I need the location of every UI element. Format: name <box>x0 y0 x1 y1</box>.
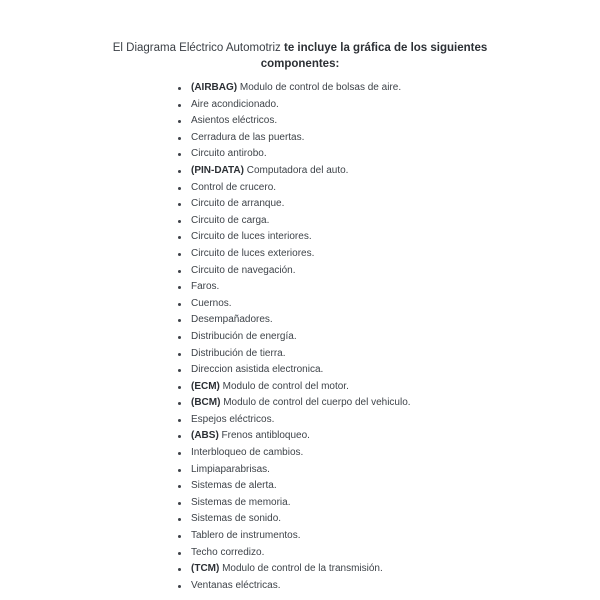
bullet-icon <box>178 336 181 339</box>
component-text: Circuito de luces interiores. <box>191 231 312 243</box>
list-item <box>178 163 411 180</box>
list-item <box>178 312 411 329</box>
bullet-icon <box>178 435 181 438</box>
component-text: Frenos antibloqueo. <box>218 430 310 442</box>
component-text: Ventanas eléctricas. <box>191 579 281 591</box>
bullet-icon <box>178 203 181 206</box>
bullet-icon <box>178 369 181 372</box>
component-code: (AIRBAG) <box>191 82 238 93</box>
bullet-icon <box>178 87 181 90</box>
component-text: Circuito de arranque. <box>191 198 285 210</box>
bullet-icon <box>178 585 181 588</box>
list-item <box>178 246 411 263</box>
bullet-icon <box>178 452 181 455</box>
component-text: Cuernos. <box>191 297 232 309</box>
component-text: Distribución de tierra. <box>191 347 286 359</box>
component-text: Interbloqueo de cambios. <box>191 447 304 459</box>
bullet-icon <box>178 236 181 239</box>
bullet-icon <box>178 518 181 521</box>
list-item <box>178 97 411 114</box>
list-item <box>178 146 411 163</box>
bullet-icon <box>178 386 181 389</box>
component-text: Modulo de control del motor. <box>219 380 349 392</box>
list-item <box>178 462 411 479</box>
component-text: Aire acondicionado. <box>191 98 279 110</box>
heading-bold-text: te incluye la gráfica de los siguientes <box>284 42 488 54</box>
bullet-icon <box>178 552 181 555</box>
bullet-icon <box>178 137 181 140</box>
list-item <box>178 395 411 412</box>
list-item <box>178 362 411 379</box>
component-text: Modulo de control de la transmisión. <box>219 563 383 575</box>
bullet-icon <box>178 535 181 538</box>
bullet-icon <box>178 419 181 422</box>
component-text: Control de crucero. <box>191 181 277 193</box>
heading-intro-text: El Diagrama Eléctrico Automotriz <box>112 42 285 54</box>
bullet-icon <box>178 153 181 156</box>
list-item <box>178 412 411 429</box>
bullet-icon <box>178 170 181 173</box>
component-list <box>178 80 411 594</box>
bullet-icon <box>178 303 181 306</box>
list-item <box>178 495 411 512</box>
component-text: Sistemas de sonido. <box>191 513 282 525</box>
list-item <box>178 130 411 147</box>
component-text: Faros. <box>191 281 220 293</box>
heading-line-1 <box>0 40 600 56</box>
component-text: Desempañadores. <box>191 314 273 326</box>
list-item <box>178 428 411 445</box>
list-item <box>178 511 411 528</box>
heading-line-2: componentes: <box>260 58 340 70</box>
component-text: Sistemas de alerta. <box>191 480 277 492</box>
component-text: Circuito de navegación. <box>191 264 296 276</box>
bullet-icon <box>178 502 181 505</box>
component-text: Asientos eléctricos. <box>191 115 278 127</box>
list-item <box>178 229 411 246</box>
list-item <box>178 478 411 495</box>
list-item <box>178 113 411 130</box>
bullet-icon <box>178 485 181 488</box>
list-item <box>178 561 411 578</box>
component-code: (ABS) <box>191 430 219 442</box>
bullet-icon <box>178 253 181 256</box>
bullet-icon <box>178 402 181 405</box>
component-text: Direccion asistida electronica. <box>191 364 324 376</box>
list-item <box>178 379 411 396</box>
component-text: Techo corredizo. <box>191 546 265 558</box>
component-code: (BCM) <box>191 397 221 409</box>
component-text: Cerradura de las puertas. <box>191 131 305 143</box>
bullet-icon <box>178 469 181 472</box>
bullet-icon <box>178 568 181 571</box>
list-item <box>178 545 411 562</box>
bullet-icon <box>178 220 181 223</box>
bullet-icon <box>178 353 181 356</box>
component-text: Tablero de instrumentos. <box>191 530 301 542</box>
list-item <box>178 279 411 296</box>
component-text: Sistemas de memoria. <box>191 496 291 508</box>
bullet-icon <box>178 187 181 190</box>
list-item <box>178 329 411 346</box>
component-text: Circuito de luces exteriores. <box>191 247 315 259</box>
component-text: Modulo de control del cuerpo del vehiculo. <box>220 397 411 409</box>
list-item <box>178 528 411 545</box>
component-text: Circuito antirobo. <box>191 148 267 160</box>
list-item <box>178 196 411 213</box>
component-code: (TCM) <box>191 563 220 575</box>
document-heading <box>0 40 600 72</box>
bullet-icon <box>178 286 181 289</box>
component-code: (ECM) <box>191 380 220 392</box>
list-item <box>178 296 411 313</box>
bullet-icon <box>178 120 181 123</box>
bullet-icon <box>178 319 181 322</box>
list-item <box>178 263 411 280</box>
list-item <box>178 180 411 197</box>
list-item <box>178 346 411 363</box>
bullet-icon <box>178 270 181 273</box>
component-code: (PIN-DATA) <box>191 164 244 176</box>
component-text: Circuito de carga. <box>191 214 270 226</box>
component-text: Computadora del auto. <box>243 164 349 176</box>
component-text: Distribución de energía. <box>191 330 297 342</box>
bullet-icon <box>178 104 181 107</box>
component-text: Modulo de control de bolsas de aire. <box>237 82 402 93</box>
list-item <box>178 445 411 462</box>
component-text: Limpiaparabrisas. <box>191 463 270 475</box>
component-text: Espejos eléctricos. <box>191 413 275 425</box>
list-item <box>178 213 411 230</box>
list-item <box>178 80 411 97</box>
list-item <box>178 578 411 595</box>
